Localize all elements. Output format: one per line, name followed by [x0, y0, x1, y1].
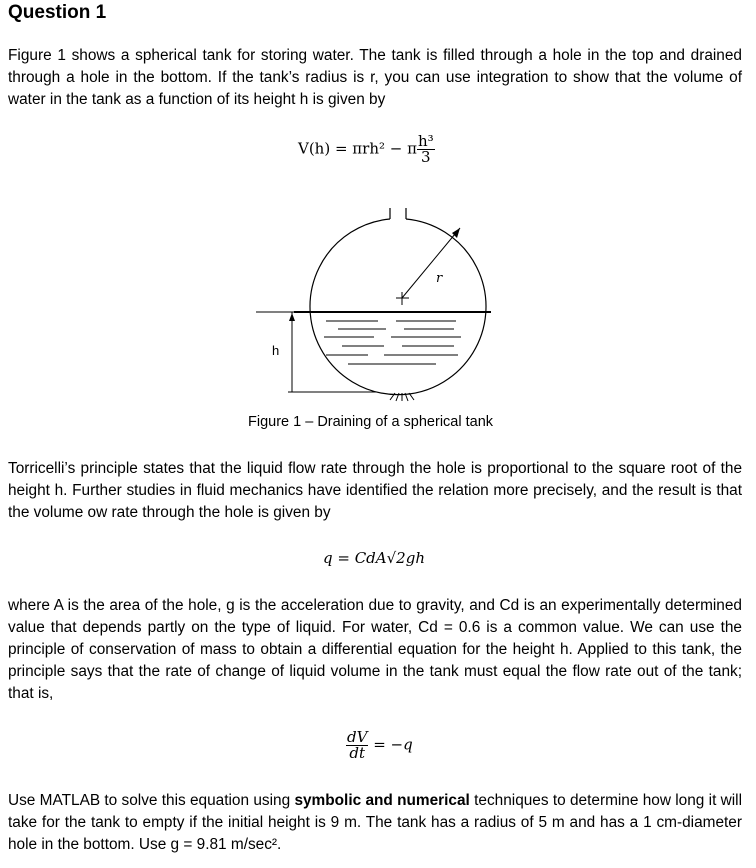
equation-volume-lhs: V(h) = πrh² − π	[298, 139, 417, 158]
equation-volume-numerator: h³	[417, 132, 434, 150]
equation-differential-fraction	[346, 730, 368, 761]
task-text-bold: symbolic and numerical	[294, 792, 470, 809]
equation-differential-rhs: = −q	[373, 735, 413, 754]
equation-differential-numerator: dV	[347, 728, 368, 746]
equation-differential	[346, 730, 413, 761]
paragraph-definitions: where A is the area of the hole, g is the acceleration due to gravity, and Cd is an experimentally determined value that depends partly on the type of liquid. For water, Cd = 0.6 is a common value. We can use the principle of conservation of mass to obtain a differential equation for the height h. Applied to this tank, the principle says that the rate of change of liquid volume in the tank must equal the flow rate out of the tank; that is,	[8, 597, 742, 702]
height-arrow-top	[289, 313, 295, 321]
tank-figure	[256, 195, 516, 410]
equation-volume-fraction	[417, 134, 435, 165]
height-label: h	[272, 343, 280, 358]
task-text-post: techniques to determine how long it will take for the tank to empty if the initial height is 9 m. The tank has a radius of 5 m and has a 1 cm-diameter hole in the bottom. Use g = 9.81 m/sec².	[8, 792, 743, 853]
task-text-pre: Use MATLAB to solve this equation using	[8, 792, 295, 809]
question-title: Question 1	[8, 2, 107, 23]
radius-line	[402, 228, 460, 298]
figure-caption: Figure 1 – Draining of a spherical tank	[248, 414, 494, 430]
drain-flow-marks	[390, 393, 414, 401]
paragraph-torricelli: Torricelli’s principle states that the liquid flow rate through the hole is proportional to the square root of the height h. Further studies in fluid mechanics have identified the relation more precisely, and the result is that the volume ow rate through the hole is given by	[8, 460, 742, 521]
paragraph-intro: Figure 1 shows a spherical tank for storing water. The tank is filled through a hole in the top and drained through a hole in the bottom. If the tank’s radius is r, you can use integration to show that the volume of water in the tank as a function of its height h is given by	[8, 47, 742, 108]
equation-volume-denominator: 3	[421, 148, 431, 166]
equation-volume	[298, 134, 435, 165]
tank-sphere-outline	[310, 219, 486, 395]
equation-differential-denominator: dt	[349, 744, 366, 762]
tank-top-neck	[390, 208, 406, 219]
water-lines	[324, 321, 461, 364]
paragraph-task	[8, 790, 742, 856]
equation-flow-rate: q = CdA√2gh	[323, 549, 425, 567]
radius-label: r	[436, 271, 443, 286]
center-marker	[396, 292, 409, 305]
